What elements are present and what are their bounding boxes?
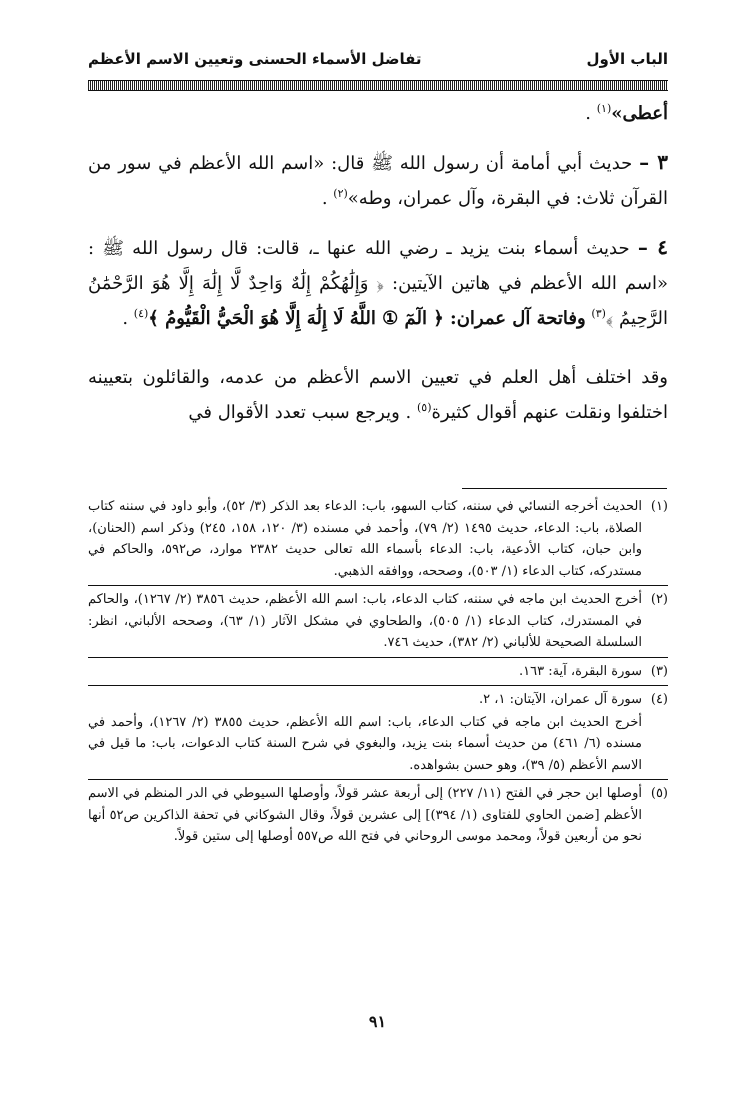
hadith-4: ٤ – حديث أسماء بنت يزيد ـ رضي الله عنها ـ، قالت: قال رسول الله ﷺ : «اسم الله الأعظم في هاتين الآيتين: ﴿ وَإِلَٰهُكُمْ إِلَٰهٌ وَاحِدٌ لَّا إِلَٰهَ إِلَّا هُوَ الرَّحْمَٰنُ الرَّحِيمُ ﴾$^{(٣)}$ وفاتحة آل عمران: ﴿ الٓمٓ ① اللَّهُ لَا إِلَٰهَ إِلَّا هُوَ الْحَيُّ الْقَيُّومُ ﴾$^{(٤)}$ . — [88, 235, 668, 329]
footnote-divider — [462, 488, 667, 489]
chapter-label: الباب الأول — [586, 50, 668, 68]
footnote-4-continued: أخرج الحديث ابن ماجه في كتاب الدعاء، باب: اسم الله الأعظم، حديث ٣٨٥٥ (٢/ ١٢٦٧)، وأحمد في مسنده (٦/ ٤٦١) من حديث أسماء بنت يزيد، والبغوي في شرح السنة كتاب الدعوات، باب: ما قيل في الاسم الأعظم (٥/ ٣٩)، وهو حسن بشواهده. — [88, 714, 643, 773]
hadith-number: ٣ – — [639, 150, 668, 174]
hadith-number: ٤ – — [637, 235, 668, 259]
footnote-2: (٢) أخرج الحديث ابن ماجه في سننه، كتاب الدعاء، باب: اسم الله الأعظم، حديث ٣٨٥٦ (٢/ ١٢٦٧)، والحاكم في المستدرك، كتاب الدعاء (١/ ٥٠٥)، والطحاوي في مشكل الآثار (١/ ٦٣)، وصححه الألباني، انظر: السلسلة الصحيحة للألباني (٢/ ٣٨٢)، حديث ٧٤٦. — [88, 592, 668, 650]
page-number: ٩١ — [368, 1012, 387, 1031]
footnote-ref: (١) — [596, 102, 612, 115]
footnote-5: (٥) أوصلها ابن حجر في الفتح (١١/ ٢٢٧) إلى أربعة عشر قولاً، وأوصلها السيوطي في الدر المنظم في الاسم الأعظم [ضمن الحاوي للفتاوى (١/ ٣٩٤)] إلى عشرين قولاً، وقال الشوكاني في تحفة الذاكرين ص٥٢ أنها نحو من أربعين قولاً، ومحمد موسى الروحاني في فتح الله ص٥٥٧ أوصلها إلى ستين قولاً. — [88, 786, 668, 844]
hadith-text-continued: وفاتحة آل عمران: ﴿ الٓمٓ ① اللَّهُ لَا إِلَٰهَ إِلَّا هُوَ الْحَيُّ الْقَيُّومُ ﴾ — [148, 308, 586, 329]
footnote-3: (٣) سورة البقرة، آية: ١٦٣. — [518, 663, 668, 679]
footnote-separator — [88, 685, 668, 686]
running-header — [88, 50, 668, 68]
footnote-ref: (٣) — [591, 307, 606, 320]
footnote-ref: (٤) — [133, 307, 149, 320]
footnotes — [88, 496, 668, 849]
footnote-1: (١) الحديث أخرجه النسائي في سننه، كتاب السهو، باب: الدعاء بعد الذكر (٣/ ٥٢)، وأبو داود في سننه كتاب الصلاة، باب: الدعاء، حديث ١٤٩٥ (٢/ ٧٩)، وأحمد في مسنده (٣/ ١٢٠، ١٥٨، ٢٤٥) وذكر اسم (الحنان)، وابن حبان، كتاب الأدعية، باب: الدعاء بأسماء الله تعالى حديث ٢٣٨٢ موارد، ص٥٩٢، والحاكم في مستدركه، كتاب الدعاء (١/ ٥٠٣)، وصححه، ووافقه الذهبي. — [88, 499, 668, 579]
header-title: تفاضل الأسماء الحسنى وتعيين الاسم الأعظم — [88, 50, 422, 68]
footnote-separator — [88, 585, 668, 586]
continued-line: أعطى»$^{(١)}$ . — [585, 102, 668, 124]
footnote-separator — [88, 657, 668, 658]
footnote-ref: (٥) — [417, 401, 432, 414]
footnote-separator — [88, 779, 668, 780]
main-text — [88, 96, 668, 430]
hadith-text: حديث أبي أمامة أن رسول الله ﷺ قال: «اسم الله الأعظم في سور من القرآن ثلاث: في البقرة، وآل عمران، وطه» — [88, 153, 668, 209]
body-paragraph: وقد اختلف أهل العلم في تعيين الاسم الأعظم من عدمه، والقائلون بتعيينه اختلفوا ونقلت عنهم أقوال كثيرة$^{(٥)}$ . ويرجع سبب تعدد الأقوال في — [88, 367, 668, 423]
footnote-ref: (٢) — [333, 187, 348, 200]
footnote-4: (٤) سورة آل عمران، الآيتان: ١، ٢. — [479, 692, 668, 707]
hadith-text: حديث أسماء بنت يزيد ـ رضي الله عنها ـ، قالت: قال رسول الله ﷺ : «اسم الله الأعظم في هاتين الآيتين: ﴿ وَإِلَٰهُكُمْ إِلَٰهٌ وَاحِدٌ لَّا إِلَٰهَ إِلَّا هُوَ الرَّحْمَٰنُ الرَّحِيمُ ﴾ — [88, 238, 668, 329]
hadith-3: ٣ – حديث أبي أمامة أن رسول الله ﷺ قال: «اسم الله الأعظم في سور من القرآن ثلاث: في البقرة، وآل عمران، وطه»$^{(٢)}$ . — [88, 150, 668, 209]
header-rule — [88, 80, 668, 91]
